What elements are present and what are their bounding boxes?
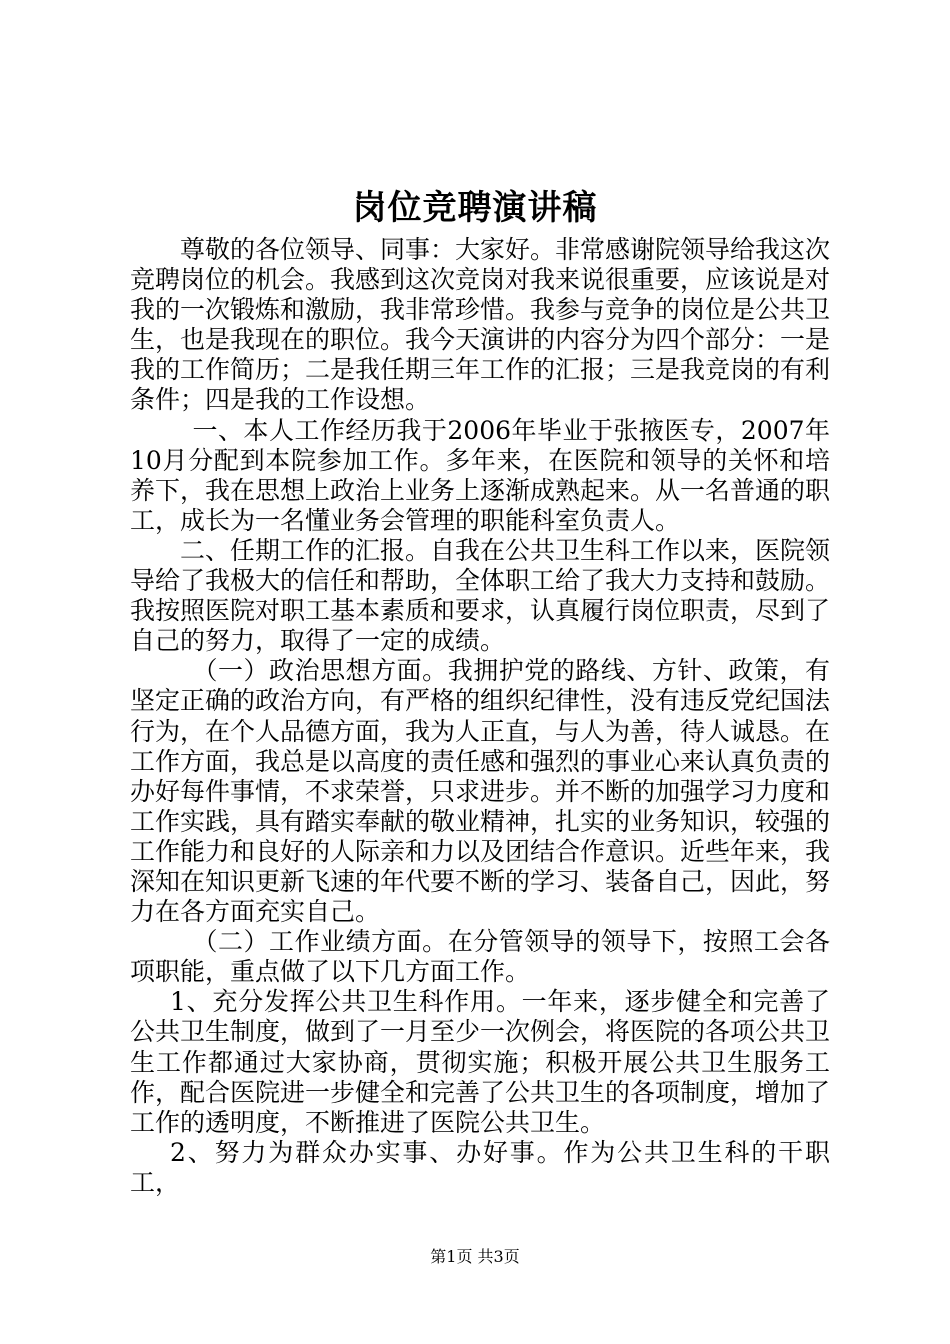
document-body bbox=[130, 235, 830, 1198]
paragraph-work-history: 一、本人工作经历我于2006年毕业于张掖医专，2007年10月分配到本院参加工作。多年来，在医院和领导的关怀和培养下，我在思想上政治上业务上逐渐成熟起来。从一名普通的职工，成长为一名懂业务会管理的职能科室负责人。 bbox=[130, 415, 831, 535]
paragraph-greeting: 尊敬的各位领导、同事：大家好。非常感谢院领导给我这次竞聘岗位的机会。我感到这次竞岗对我来说很重要，应该说是对我的一次锻炼和激励，我非常珍惜。我参与竞争的岗位是公共卫生，也是我现在的职位。我今天演讲的内容分为四个部分：一是我的工作简历；二是我任期三年工作的汇报；三是我竞岗的有利条件；四是我的工作设想。 bbox=[130, 235, 831, 415]
paragraph-item-1: 1、充分发挥公共卫生科作用。一年来，逐步健全和完善了公共卫生制度，做到了一月至少一次例会，将医院的各项公共卫生工作都通过大家协商，贯彻实施；积极开展公共卫生服务工作，配合医院进一步健全和完善了公共卫生的各项制度，增加了工作的透明度，不断推进了医院公共卫生。 bbox=[130, 987, 831, 1137]
paragraph-item-2: 2、努力为群众办实事、办好事。作为公共卫生科的干职工， bbox=[130, 1137, 830, 1197]
paragraph-political-thought: （一）政治思想方面。我拥护党的路线、方针、政策，有坚定正确的政治方向，有严格的组织纪律性，没有违反党纪国法行为，在个人品德方面，我为人正直，与人为善，待人诚恳。在工作方面，我总是以高度的责任感和强烈的事业心来认真负责的办好每件事情，不求荣誉，只求进步。并不断的加强学习力度和工作实践，具有踏实奉献的敬业精神，扎实的业务知识，较强的工作能力和良好的人际亲和力以及团结合作意识。近些年来，我深知在知识更新飞速的年代要不断的学习、装备自己，因此，努力在各方面充实自己。 bbox=[130, 656, 831, 927]
paragraph-term-report: 二、任期工作的汇报。自我在公共卫生科工作以来，医院领导给了我极大的信任和帮助，全体职工给了我大力支持和鼓励。我按照医院对职工基本素质和要求，认真履行岗位职责，尽到了自己的努力，取得了一定的成绩。 bbox=[130, 535, 831, 656]
document-title: 岗位竞聘演讲稿 bbox=[352, 188, 598, 228]
page-footer: 第1页 共3页 bbox=[430, 1247, 520, 1266]
paragraph-work-achievements: （二）工作业绩方面。在分管领导的领导下，按照工会各项职能，重点做了以下几方面工作。 bbox=[130, 927, 830, 987]
